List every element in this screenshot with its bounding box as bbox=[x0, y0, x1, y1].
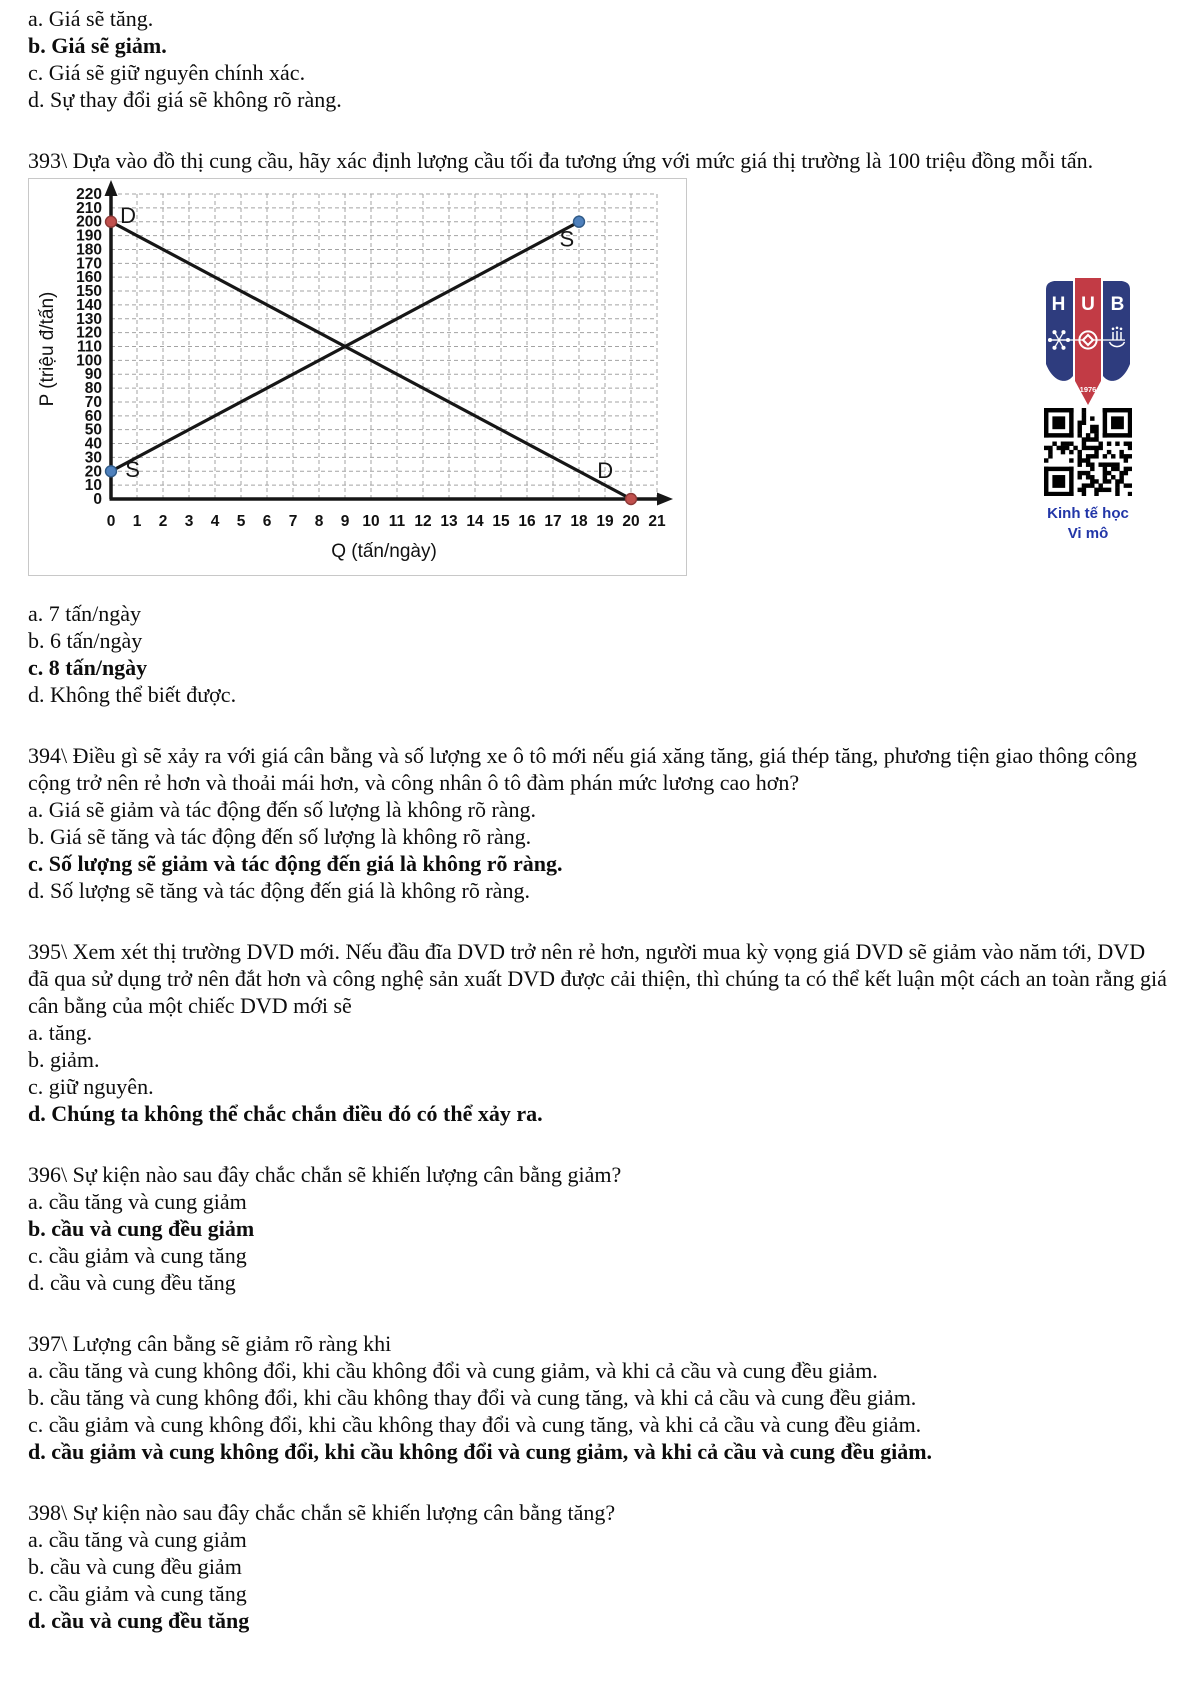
svg-text:2: 2 bbox=[158, 513, 168, 530]
answer-option-c: c. 8 tấn/ngày bbox=[28, 655, 148, 680]
svg-text:70: 70 bbox=[84, 393, 102, 411]
svg-text:5: 5 bbox=[236, 513, 246, 530]
logo-letter-h: H bbox=[1051, 294, 1066, 315]
answer-option-b: b. Giá sẽ giảm. bbox=[28, 33, 167, 58]
svg-text:7: 7 bbox=[288, 513, 298, 530]
hub-shield-logo bbox=[1042, 276, 1134, 408]
svg-text:1: 1 bbox=[132, 513, 142, 530]
university-logo-block bbox=[1038, 276, 1138, 543]
logo-year: 1976 bbox=[1079, 385, 1097, 394]
answer-option-b: b. cầu và cung đều giảm bbox=[28, 1554, 242, 1579]
qr-code bbox=[1044, 408, 1132, 496]
answer-option-c: c. cầu giảm và cung tăng bbox=[28, 1581, 247, 1606]
answer-option-a: a. Giá sẽ tăng. bbox=[28, 6, 154, 31]
answer-option-a: a. 7 tấn/ngày bbox=[28, 601, 142, 626]
svg-text:19: 19 bbox=[596, 513, 614, 530]
svg-text:Q (tấn/ngày): Q (tấn/ngày) bbox=[331, 541, 437, 562]
svg-text:D: D bbox=[120, 203, 136, 229]
svg-text:30: 30 bbox=[84, 449, 102, 467]
svg-text:15: 15 bbox=[492, 513, 510, 530]
svg-text:0: 0 bbox=[93, 491, 102, 508]
answer-option-d: d. cầu và cung đều tăng bbox=[28, 1608, 250, 1633]
svg-text:110: 110 bbox=[76, 338, 102, 356]
svg-text:170: 170 bbox=[76, 255, 102, 273]
question-393: 393\ Dựa vào đồ thị cung cầu, hãy xác định lượng cầu tối đa tương ứng với mức giá thị trường là 100 triệu đồng mỗi tấn. bbox=[28, 148, 1094, 173]
svg-text:0: 0 bbox=[106, 513, 116, 530]
question-398: 398\ Sự kiện nào sau đây chắc chắn sẽ khiến lượng cân bằng tăng? bbox=[28, 1500, 616, 1525]
svg-text:180: 180 bbox=[76, 241, 102, 259]
document-body bbox=[28, 5, 1168, 1634]
question-394: 394\ Điều gì sẽ xảy ra với giá cân bằng và số lượng xe ô tô mới nếu giá xăng tăng, giá thép tăng, phương tiện giao thông công cộng trở nên rẻ hơn và thoải mái hơn, và công nhân ô tô đàm phán mức lương cao hơn? bbox=[28, 743, 1138, 795]
answer-option-d: d. Không thể biết được. bbox=[28, 682, 237, 707]
answer-option-d: d. Số lượng sẽ tăng và tác động đến giá là không rõ ràng. bbox=[28, 878, 530, 903]
answer-option-a: a. cầu tăng và cung giảm bbox=[28, 1527, 247, 1552]
svg-text:S: S bbox=[559, 226, 575, 252]
svg-text:200: 200 bbox=[76, 213, 102, 231]
svg-text:220: 220 bbox=[76, 186, 102, 203]
logo-letter-u: U bbox=[1081, 294, 1095, 315]
answer-option-c: c. giữ nguyên. bbox=[28, 1074, 154, 1099]
svg-text:20: 20 bbox=[84, 463, 102, 481]
svg-text:60: 60 bbox=[84, 407, 102, 425]
svg-text:P (triệu đ/tấn): P (triệu đ/tấn) bbox=[37, 291, 58, 407]
answer-option-a: a. Giá sẽ giảm và tác động đến số lượng là không rõ ràng. bbox=[28, 797, 537, 822]
svg-text:20: 20 bbox=[622, 513, 640, 530]
answer-option-b: b. Giá sẽ tăng và tác động đến số lượng là không rõ ràng. bbox=[28, 824, 532, 849]
svg-text:80: 80 bbox=[84, 380, 102, 398]
svg-text:12: 12 bbox=[414, 513, 432, 530]
svg-text:11: 11 bbox=[388, 513, 406, 530]
answer-option-d: d. Chúng ta không thể chắc chắn điều đó có thể xảy ra. bbox=[28, 1101, 543, 1126]
svg-text:14: 14 bbox=[466, 513, 484, 530]
svg-text:4: 4 bbox=[210, 513, 220, 530]
svg-text:9: 9 bbox=[340, 513, 350, 530]
svg-text:140: 140 bbox=[76, 296, 102, 314]
svg-text:10: 10 bbox=[362, 513, 380, 530]
svg-text:50: 50 bbox=[84, 421, 102, 439]
svg-text:10: 10 bbox=[84, 477, 102, 495]
svg-text:190: 190 bbox=[76, 227, 102, 245]
answer-option-c: c. Giá sẽ giữ nguyên chính xác. bbox=[28, 60, 306, 85]
answer-option-c: c. cầu giảm và cung tăng bbox=[28, 1243, 247, 1268]
answer-option-d: d. cầu và cung đều tăng bbox=[28, 1270, 236, 1295]
svg-text:3: 3 bbox=[184, 513, 194, 530]
svg-text:16: 16 bbox=[518, 513, 536, 530]
svg-text:17: 17 bbox=[544, 513, 562, 530]
answer-option-c: c. Số lượng sẽ giảm và tác động đến giá là không rõ ràng. bbox=[28, 851, 563, 876]
answer-option-d: d. cầu giảm và cung không đổi, khi cầu không đổi và cung giảm, và khi cả cầu và cung đều giảm. bbox=[28, 1439, 933, 1464]
svg-text:100: 100 bbox=[76, 352, 102, 370]
svg-text:S: S bbox=[125, 456, 140, 482]
answer-option-a: a. cầu tăng và cung giảm bbox=[28, 1189, 247, 1214]
svg-text:18: 18 bbox=[570, 513, 588, 530]
svg-text:6: 6 bbox=[262, 513, 272, 530]
answer-option-a: a. tăng. bbox=[28, 1020, 93, 1045]
logo-caption-line2: Vi mô bbox=[1067, 525, 1109, 542]
svg-text:150: 150 bbox=[76, 283, 102, 301]
answer-option-b: b. cầu tăng và cung không đổi, khi cầu không thay đổi và cung tăng, và khi cả cầu và cung đều giảm. bbox=[28, 1385, 917, 1410]
svg-text:8: 8 bbox=[314, 513, 324, 530]
answer-option-c: c. cầu giảm và cung không đổi, khi cầu không thay đổi và cung tăng, và khi cả cầu và cung đều giảm. bbox=[28, 1412, 922, 1437]
svg-text:210: 210 bbox=[76, 199, 102, 217]
logo-letter-b: B bbox=[1110, 294, 1125, 315]
logo-caption-line1: Kinh tế học bbox=[1047, 505, 1129, 522]
answer-option-b: b. giảm. bbox=[28, 1047, 100, 1072]
answer-option-b: b. cầu và cung đều giảm bbox=[28, 1216, 255, 1241]
question-397: 397\ Lượng cân bằng sẽ giảm rõ ràng khi bbox=[28, 1331, 392, 1356]
answer-option-d: d. Sự thay đổi giá sẽ không rõ ràng. bbox=[28, 87, 342, 112]
svg-text:160: 160 bbox=[76, 269, 102, 287]
svg-text:40: 40 bbox=[84, 435, 102, 453]
question-396: 396\ Sự kiện nào sau đây chắc chắn sẽ khiến lượng cân bằng giảm? bbox=[28, 1162, 622, 1187]
answer-option-a: a. cầu tăng và cung không đổi, khi cầu không đổi và cung giảm, và khi cả cầu và cung đều giảm. bbox=[28, 1358, 878, 1383]
question-395: 395\ Xem xét thị trường DVD mới. Nếu đầu đĩa DVD trở nên rẻ hơn, người mua kỳ vọng giá DVD sẽ giảm vào năm tới, DVD đã qua sử dụng trở nên đắt hơn và công nghệ sản xuất DVD được cải thiện, thì chúng ta có thể kết luận một cách an toàn rằng giá cân bằng của một chiếc DVD mới sẽ bbox=[28, 939, 1167, 1018]
svg-text:90: 90 bbox=[84, 366, 102, 384]
supply-demand-chart bbox=[28, 178, 687, 576]
answer-option-b: b. 6 tấn/ngày bbox=[28, 628, 143, 653]
svg-text:21: 21 bbox=[648, 513, 666, 530]
svg-text:13: 13 bbox=[440, 513, 458, 530]
svg-text:D: D bbox=[597, 458, 614, 484]
svg-text:130: 130 bbox=[76, 310, 102, 328]
svg-text:120: 120 bbox=[76, 324, 102, 342]
